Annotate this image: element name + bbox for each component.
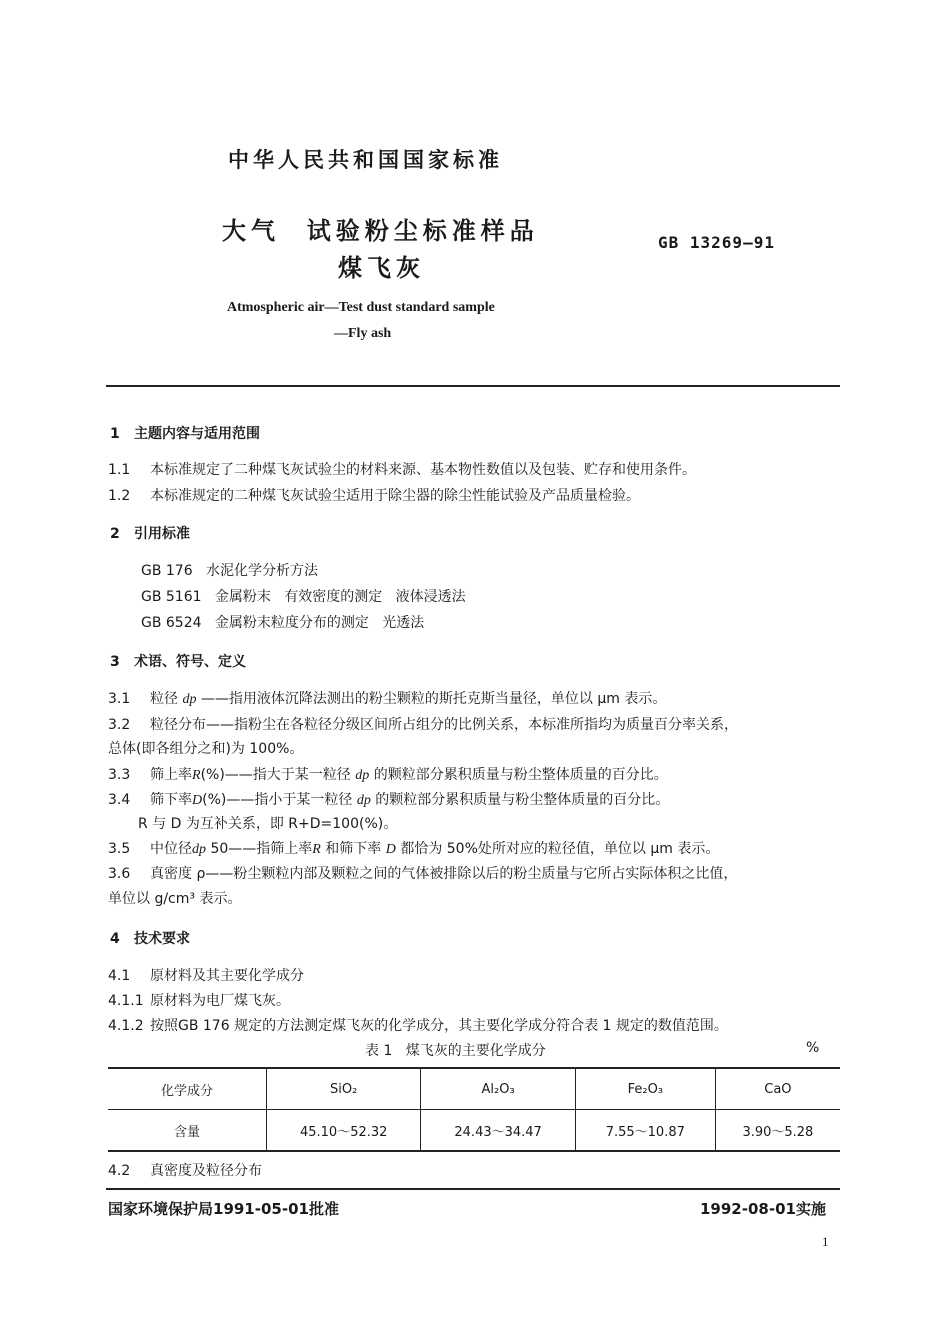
table-header-row: [108, 1068, 840, 1110]
english-title-line1: Atmospheric air—Test dust standard sample: [227, 300, 495, 315]
symbol: dp: [355, 768, 370, 783]
section-title: 技术要求: [134, 931, 190, 947]
table-row: [108, 1110, 840, 1152]
clause-3-6: [108, 863, 737, 883]
clause-text: 按照GB 176 规定的方法测定煤飞灰的化学成分，其主要化学成分符合表 1 规定的数值范围。: [150, 1018, 728, 1034]
table-caption: 表 1 煤飞灰的主要化学成分: [365, 1043, 546, 1059]
reference-item: GB 5161 金属粉末 有效密度的测定 液体浸透法: [141, 589, 466, 605]
clause-number: 3.5: [108, 841, 131, 857]
table-header-cell: Fe₂O₃: [575, 1068, 715, 1110]
clause-1-1: [108, 459, 696, 479]
chemical-composition-table: [108, 1067, 840, 1152]
clause-number: 4.1.2: [108, 1018, 144, 1034]
clause-number: 1.1: [108, 462, 131, 478]
section-number: 2: [110, 526, 120, 542]
clause-3-5: [108, 838, 719, 858]
reference-item: GB 6524 金属粉末粒度分布的测定 光透法: [141, 615, 425, 631]
clause-text: 原材料及其主要化学成分: [150, 968, 304, 984]
clause-text: 粒径分布——指粉尘在各粒径分级区间所占组分的比例关系，本标准所指均为质量百分率关系，: [150, 717, 738, 733]
symbol: R: [192, 768, 201, 783]
section-3-heading: [110, 651, 246, 671]
approval-info: 国家环境保护局1991-05-01批准: [108, 1200, 339, 1218]
section-title: 术语、符号、定义: [134, 654, 246, 670]
symbol: dp: [356, 793, 371, 808]
clause-text: 本标准规定了二种煤飞灰试验尘的材料来源、基本物性数值以及包装、贮存和使用条件。: [150, 462, 696, 478]
table-header-cell: Al₂O₃: [421, 1068, 575, 1110]
table-cell: 7.55～10.87: [575, 1110, 715, 1152]
header-divider: [106, 385, 840, 387]
table-cell: 45.10～52.32: [267, 1110, 421, 1152]
clause-text: 中位径: [150, 841, 192, 857]
clause-number: 3.3: [108, 767, 131, 783]
clause-4-1-1: [108, 990, 290, 1010]
implementation-date: 1992-08-01实施: [700, 1200, 826, 1218]
clause-number: 3.4: [108, 792, 131, 808]
clause-1-2: [108, 485, 640, 505]
table-header-cell: CaO: [715, 1068, 840, 1110]
clause-3-1: [108, 688, 666, 708]
clause-3-4-note: R 与 D 为互补关系，即 R+D=100(%)。: [138, 816, 398, 832]
clause-number: 4.1.1: [108, 993, 144, 1009]
clause-number: 3.2: [108, 717, 131, 733]
footer-divider: [106, 1188, 840, 1190]
standard-org-title: 中华人民共和国国家标准: [228, 148, 503, 172]
clause-text: 原材料为电厂煤飞灰。: [150, 993, 290, 1009]
clause-4-1: [108, 965, 304, 985]
clause-text: 真密度 ρ——粉尘颗粒内部及颗粒之间的气体被排除以后的粉尘质量与它所占实际体积之比值，: [150, 866, 738, 882]
clause-text: 的颗粒部分累积质量与粉尘整体质量的百分比。: [375, 792, 670, 808]
page-number: 1: [822, 1234, 829, 1249]
clause-number: 4.2: [108, 1163, 131, 1179]
standard-code: GB 13269—91: [658, 233, 775, 252]
table-cell: 含量: [108, 1110, 267, 1152]
section-1-heading: [110, 423, 260, 443]
table-cell: 24.43～34.47: [421, 1110, 575, 1152]
table-header-cell: 化学成分: [108, 1068, 267, 1110]
clause-text: (%)——指大于某一粒径: [200, 767, 351, 783]
clause-3-3: [108, 764, 668, 784]
symbol: dp: [192, 842, 206, 857]
clause-4-2: [108, 1160, 262, 1180]
clause-text: 筛下率: [150, 792, 192, 808]
section-4-heading: [110, 928, 190, 948]
section-title: 引用标准: [134, 526, 190, 542]
clause-number: 3.6: [108, 866, 131, 882]
section-2-heading: [110, 523, 190, 543]
symbol: dp: [182, 692, 197, 707]
table-unit: %: [806, 1040, 820, 1056]
document-title-line2: 煤飞灰: [338, 254, 425, 282]
clause-number: 1.2: [108, 488, 131, 504]
clause-3-2: [108, 714, 738, 734]
reference-item: GB 176 水泥化学分析方法: [141, 563, 318, 579]
clause-text: 粒径: [150, 691, 178, 707]
clause-text: 真密度及粒径分布: [150, 1163, 262, 1179]
clause-3-2-continued: 总体(即各组分之和)为 100%。: [108, 741, 304, 757]
section-number: 1: [110, 426, 120, 442]
symbol: R: [312, 842, 321, 857]
english-title-line2: —Fly ash: [334, 326, 392, 341]
table-header-cell: SiO₂: [267, 1068, 421, 1110]
symbol: D: [192, 793, 203, 808]
section-number: 3: [110, 654, 120, 670]
clause-text: 筛上率: [150, 767, 192, 783]
table-cell: 3.90～5.28: [715, 1110, 840, 1152]
clause-text: ——指用液体沉降法测出的粉尘颗粒的斯托克斯当量径，单位以 μm 表示。: [200, 691, 667, 707]
clause-text: (%)——指小于某一粒径: [202, 792, 353, 808]
clause-text: 都恰为 50%处所对应的粒径值，单位以 μm 表示。: [400, 841, 720, 857]
clause-text: 的颗粒部分累积质量与粉尘整体质量的百分比。: [373, 767, 668, 783]
clause-3-6-continued: 单位以 g/cm³ 表示。: [108, 891, 242, 907]
section-title: 主题内容与适用范围: [134, 426, 260, 442]
clause-text: 50——指筛上率: [210, 841, 313, 857]
symbol: D: [385, 842, 396, 857]
clause-text: 和筛下率: [325, 841, 382, 857]
section-number: 4: [110, 931, 120, 947]
clause-3-4: [108, 789, 669, 809]
clause-4-1-2: [108, 1015, 728, 1035]
document-title-line1: 大气 试验粉尘标准样品: [222, 217, 539, 245]
clause-number: 3.1: [108, 691, 131, 707]
clause-text: 本标准规定的二种煤飞灰试验尘适用于除尘器的除尘性能试验及产品质量检验。: [150, 488, 640, 504]
clause-number: 4.1: [108, 968, 131, 984]
